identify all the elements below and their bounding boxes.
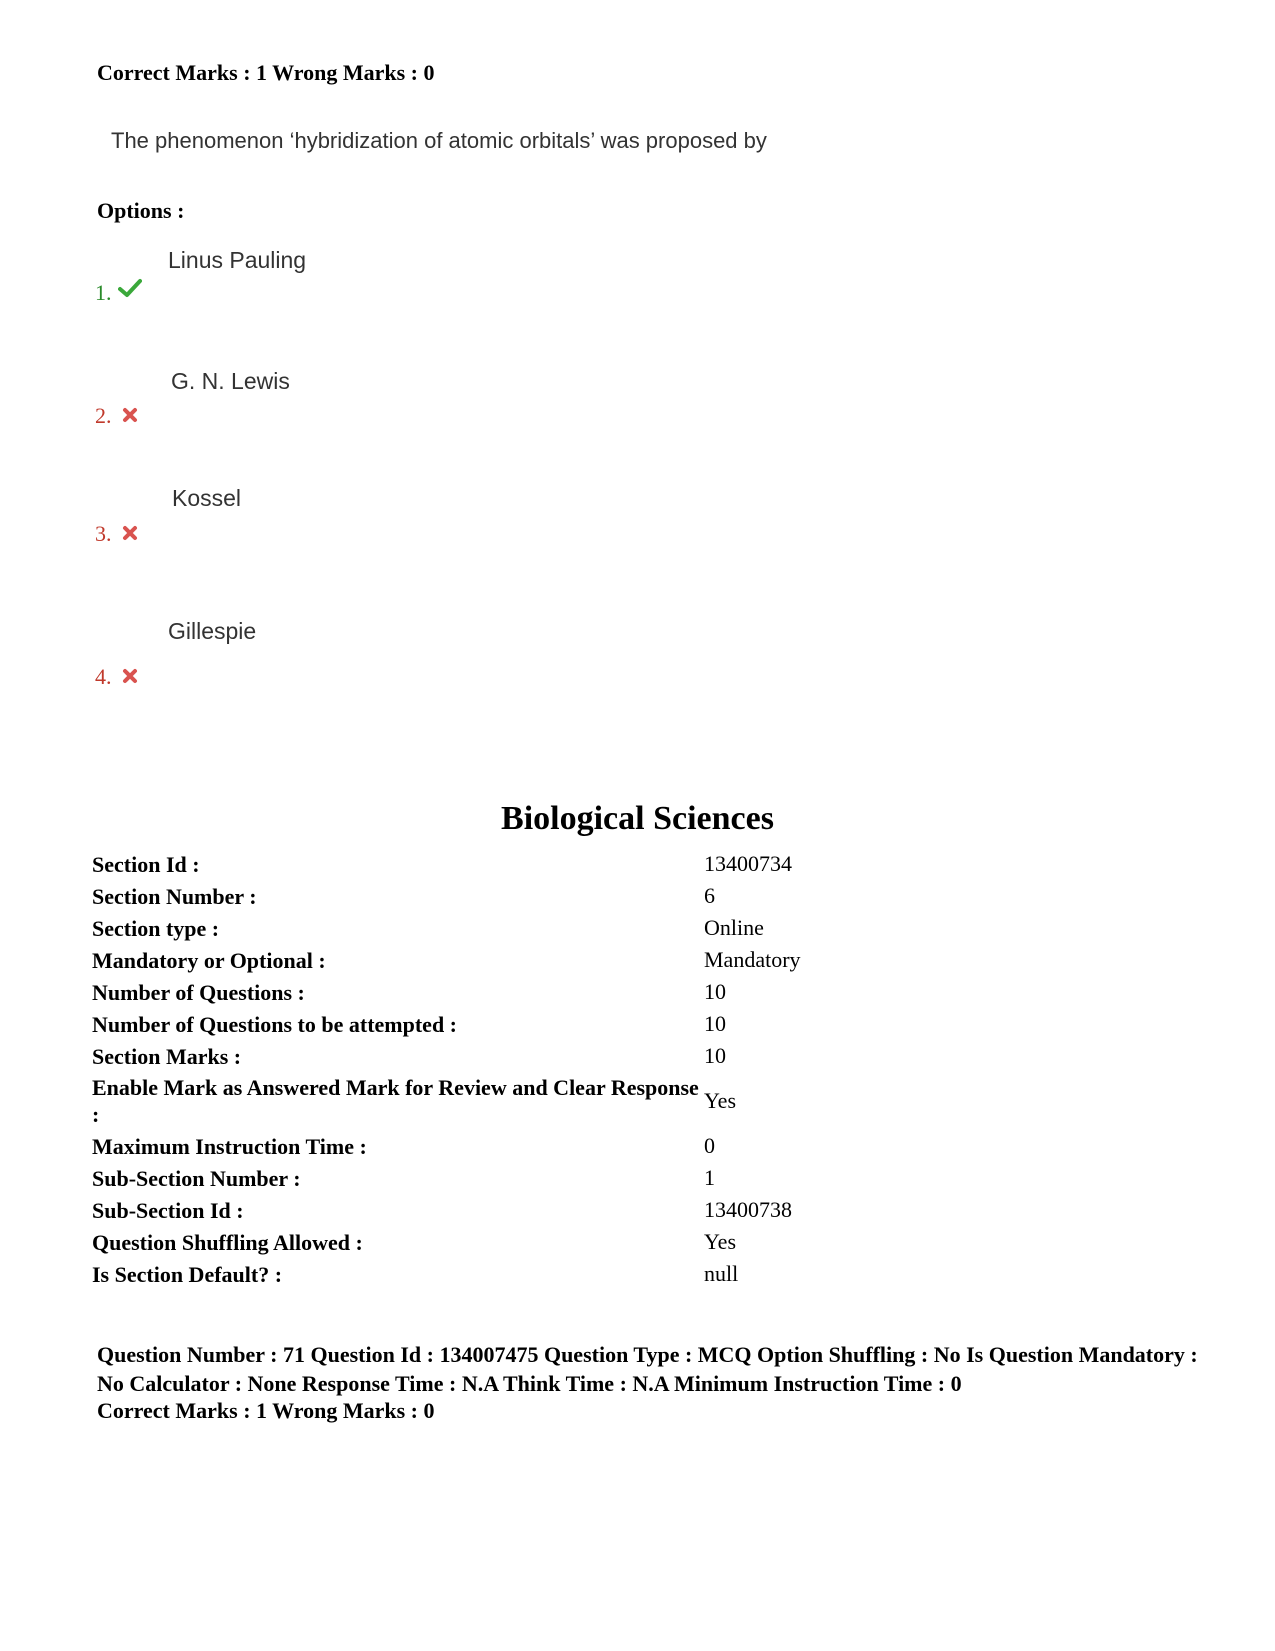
info-label: Number of Questions : (92, 979, 305, 1005)
option-number-3: 3. (95, 521, 112, 546)
question-meta: Question Number : 71 Question Id : 134007475 Question Type : MCQ Option Shuffling : No Is Question Mandatory : No Calculator : None Response Time : N.A Think Time : N.A Minimum Instruction Time : 0 (97, 1342, 1198, 1396)
info-label: Number of Questions to be attempted : (92, 1011, 458, 1037)
info-label: Sub-Section Number : (92, 1165, 301, 1191)
info-row (92, 1194, 1192, 1226)
info-row (92, 976, 1192, 1008)
section-info-table (92, 848, 1192, 1290)
info-label: Question Shuffling Allowed : (92, 1229, 363, 1255)
info-value: 10 (704, 979, 726, 1004)
option-text-1: Linus Pauling (168, 247, 307, 273)
info-value: 1 (704, 1165, 715, 1190)
info-value: 13400734 (704, 851, 792, 876)
info-label: Section type : (92, 915, 220, 941)
check-icon (118, 278, 142, 298)
info-value: 0 (704, 1133, 715, 1158)
info-row (92, 1072, 1192, 1130)
info-value: null (704, 1261, 739, 1286)
info-value: 10 (704, 1011, 726, 1036)
option-text-2: G. N. Lewis (171, 368, 290, 394)
info-value: 13400738 (704, 1197, 792, 1222)
marks-info-bottom: Correct Marks : 1 Wrong Marks : 0 (97, 1398, 435, 1423)
option-number-4: 4. (95, 664, 112, 689)
info-label: Maximum Instruction Time : (92, 1133, 367, 1159)
info-row (92, 848, 1192, 880)
info-value: Online (704, 915, 764, 940)
info-label: Section Marks : (92, 1043, 242, 1069)
info-row (92, 1226, 1192, 1258)
info-label: Is Section Default? : (92, 1261, 283, 1287)
info-label: Mandatory or Optional : (92, 947, 326, 973)
info-row (92, 1040, 1192, 1072)
info-row (92, 1258, 1192, 1290)
marks-info: Correct Marks : 1 Wrong Marks : 0 (97, 60, 435, 85)
option-text-3: Kossel (172, 485, 242, 511)
option-text-4: Gillespie (168, 618, 257, 644)
info-label: Section Id : (92, 851, 200, 877)
question-text: The phenomenon ‘hybridization of atomic orbitals’ was proposed by (111, 128, 767, 153)
info-value: 6 (704, 883, 715, 908)
info-value: Yes (704, 1229, 737, 1254)
info-row (92, 880, 1192, 912)
info-row (92, 1008, 1192, 1040)
info-label: Section Number : (92, 883, 257, 909)
option-number-2: 2. (95, 403, 112, 428)
info-label: Enable Mark as Answered Mark for Review and Clear Response : (92, 1075, 699, 1127)
cross-icon (122, 668, 138, 684)
cross-icon (122, 525, 138, 541)
info-label: Sub-Section Id : (92, 1197, 244, 1223)
info-row (92, 912, 1192, 944)
info-value: Mandatory (704, 947, 801, 972)
info-row (92, 1130, 1192, 1162)
section-title: Biological Sciences (501, 800, 774, 837)
option-number-1: 1. (95, 280, 112, 305)
info-row (92, 944, 1192, 976)
info-value: Yes (704, 1088, 737, 1113)
info-value: 10 (704, 1043, 726, 1068)
options-label: Options : (97, 198, 185, 223)
info-row (92, 1162, 1192, 1194)
cross-icon (122, 407, 138, 423)
